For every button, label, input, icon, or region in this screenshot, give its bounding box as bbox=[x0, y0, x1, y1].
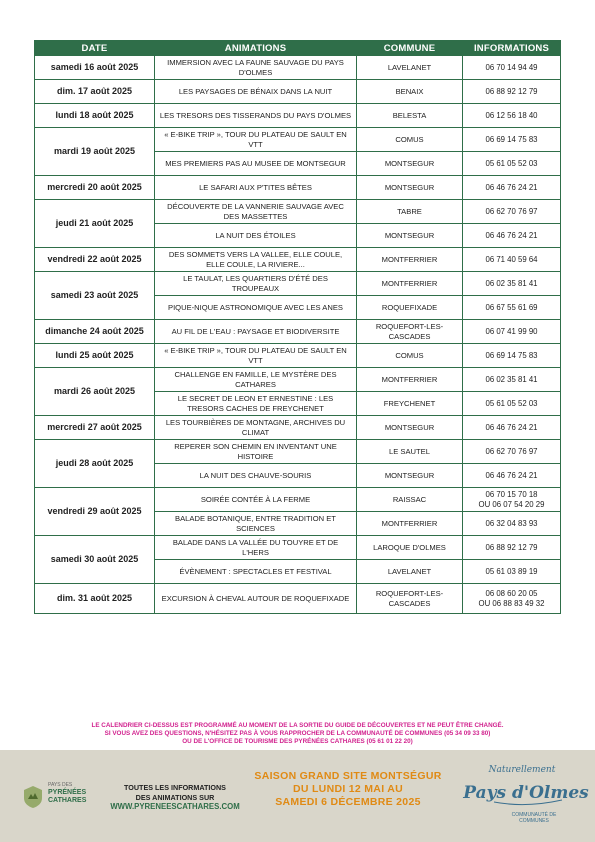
commune-cell: MONTSEGUR bbox=[357, 224, 463, 248]
animation-cell: AU FIL DE L'EAU : PAYSAGE ET BIODIVERSITE bbox=[155, 320, 357, 344]
table-row bbox=[35, 56, 561, 80]
date-cell: lundi 25 août 2025 bbox=[35, 344, 155, 368]
disclaimer bbox=[30, 722, 565, 747]
logo-script-main: Pays d'Olmes bbox=[463, 783, 589, 803]
date-cell: samedi 23 août 2025 bbox=[35, 272, 155, 320]
table-row bbox=[35, 104, 561, 128]
commune-cell: MONTSEGUR bbox=[357, 152, 463, 176]
commune-cell: MONTSEGUR bbox=[357, 416, 463, 440]
footer-info-line-1: TOUTES LES INFORMATIONS bbox=[124, 783, 226, 792]
table-row bbox=[35, 80, 561, 104]
website-link[interactable]: WWW.PYRENEESCATHARES.COM bbox=[110, 802, 240, 811]
logo-sub-2: COMMUNES bbox=[519, 818, 549, 824]
season-line-3: SAMEDI 6 DÉCEMBRE 2025 bbox=[275, 796, 421, 808]
info-cell: 06 46 76 24 21 bbox=[463, 464, 561, 488]
commune-cell: ROQUEFORT-LES-CASCADES bbox=[357, 320, 463, 344]
disclaimer-line: LE CALENDRIER CI-DESSUS EST PROGRAMMÉ AU MOMENT DE LA SORTIE DU GUIDE DE DÉCOUVERTES ET NE PEUT ÊTRE CHANGÉ. bbox=[91, 722, 504, 729]
commune-cell: BELESTA bbox=[357, 104, 463, 128]
commune-cell: TABRE bbox=[357, 200, 463, 224]
pays-d-olmes-logo bbox=[463, 758, 589, 830]
animation-cell: REPERER SON CHEMIN EN INVENTANT UNE HISTOIRE bbox=[155, 440, 357, 464]
commune-cell: MONTFERRIER bbox=[357, 272, 463, 296]
info-cell: 06 02 35 81 41 bbox=[463, 368, 561, 392]
animation-cell: DES SOMMETS VERS LA VALLEE, ELLE COULE, ELLE COULE, LA RIVIERE... bbox=[155, 248, 357, 272]
logo-line-1: PAYS DES bbox=[48, 782, 73, 788]
table-row bbox=[35, 272, 561, 296]
animation-cell: EXCURSION À CHEVAL AUTOUR DE ROQUEFIXADE bbox=[155, 584, 357, 614]
animation-cell: ÉVÈNEMENT : SPECTACLES ET FESTIVAL bbox=[155, 560, 357, 584]
animation-cell: SOIRÉE CONTÉE À LA FERME bbox=[155, 488, 357, 512]
pyrenees-cathares-logo bbox=[22, 781, 102, 815]
info-cell: 06 46 76 24 21 bbox=[463, 176, 561, 200]
date-cell: jeudi 21 août 2025 bbox=[35, 200, 155, 248]
info-cell: 06 70 14 94 49 bbox=[463, 56, 561, 80]
commune-cell: COMUS bbox=[357, 128, 463, 152]
table-row bbox=[35, 368, 561, 392]
info-cell: 06 08 60 20 05 OU 06 88 83 49 32 bbox=[463, 584, 561, 614]
disclaimer-line: OU DE L'OFFICE DE TOURISME DES PYRÉNÉES CATHARES (05 61 01 22 20) bbox=[182, 738, 413, 746]
date-cell: dim. 31 août 2025 bbox=[35, 584, 155, 614]
date-cell: vendredi 22 août 2025 bbox=[35, 248, 155, 272]
commune-cell: LAROQUE D'OLMES bbox=[357, 536, 463, 560]
animation-cell: LES TRESORS DES TISSERANDS DU PAYS D'OLMES bbox=[155, 104, 357, 128]
info-cell: 05 61 05 52 03 bbox=[463, 152, 561, 176]
table-row bbox=[35, 320, 561, 344]
info-cell: 06 46 76 24 21 bbox=[463, 224, 561, 248]
table-row bbox=[35, 200, 561, 224]
table-header-row bbox=[35, 41, 561, 56]
info-cell: 06 88 92 12 79 bbox=[463, 80, 561, 104]
animation-cell: BALADE DANS LA VALLÉE DU TOUYRE ET DE L'HERS bbox=[155, 536, 357, 560]
logo-line-2: PYRÉNÉES bbox=[48, 789, 87, 796]
date-cell: dim. 17 août 2025 bbox=[35, 80, 155, 104]
date-cell: mercredi 20 août 2025 bbox=[35, 176, 155, 200]
table-row bbox=[35, 488, 561, 512]
season-line-1: SAISON GRAND SITE MONTSÉGUR bbox=[254, 770, 442, 782]
info-cell: 06 70 15 70 18 OU 06 07 54 20 29 bbox=[463, 488, 561, 512]
animation-cell: LA NUIT DES CHAUVE-SOURIS bbox=[155, 464, 357, 488]
table-row bbox=[35, 248, 561, 272]
commune-cell: FREYCHENET bbox=[357, 392, 463, 416]
logo-script-top: Naturellement bbox=[488, 765, 556, 775]
season-dates bbox=[248, 770, 448, 809]
table-row bbox=[35, 416, 561, 440]
info-cell: 06 02 35 81 41 bbox=[463, 272, 561, 296]
commune-cell: MONTSEGUR bbox=[357, 176, 463, 200]
info-cell: 06 69 14 75 83 bbox=[463, 128, 561, 152]
footer-info-line-2: DES ANIMATIONS SUR bbox=[135, 792, 215, 802]
animation-cell: IMMERSION AVEC LA FAUNE SAUVAGE DU PAYS D'OLMES bbox=[155, 56, 357, 80]
info-cell: 06 71 40 59 64 bbox=[463, 248, 561, 272]
commune-cell: MONTFERRIER bbox=[357, 512, 463, 536]
cathar-emblem-icon bbox=[22, 785, 44, 809]
logo-sub-1: COMMUNAUTÉ DE bbox=[511, 812, 557, 818]
logo-line-3: CATHARES bbox=[48, 797, 87, 804]
commune-cell: RAISSAC bbox=[357, 488, 463, 512]
info-cell: 06 67 55 61 69 bbox=[463, 296, 561, 320]
animation-cell: LES TOURBIÈRES DE MONTAGNE, ARCHIVES DU CLIMAT bbox=[155, 416, 357, 440]
table-row bbox=[35, 584, 561, 614]
table-row bbox=[35, 128, 561, 152]
date-cell: mercredi 27 août 2025 bbox=[35, 416, 155, 440]
animation-cell: LES PAYSAGES DE BÉNAIX DANS LA NUIT bbox=[155, 80, 357, 104]
commune-cell: ROQUEFORT-LES-CASCADES bbox=[357, 584, 463, 614]
commune-cell: LAVELANET bbox=[357, 560, 463, 584]
info-cell: 06 88 92 12 79 bbox=[463, 536, 561, 560]
commune-cell: LE SAUTEL bbox=[357, 440, 463, 464]
commune-cell: COMUS bbox=[357, 344, 463, 368]
table-body bbox=[35, 56, 561, 614]
commune-cell: MONTSEGUR bbox=[357, 464, 463, 488]
info-cell: 06 12 56 18 40 bbox=[463, 104, 561, 128]
header-date: DATE bbox=[35, 41, 155, 56]
header-informations: INFORMATIONS bbox=[463, 41, 561, 56]
info-cell: 05 61 05 52 03 bbox=[463, 392, 561, 416]
info-cell: 06 46 76 24 21 bbox=[463, 416, 561, 440]
animation-cell: CHALLENGE EN FAMILLE, LE MYSTÈRE DES CATHARES bbox=[155, 368, 357, 392]
date-cell: samedi 30 août 2025 bbox=[35, 536, 155, 584]
animation-cell: DÉCOUVERTE DE LA VANNERIE SAUVAGE AVEC DES MASSETTES bbox=[155, 200, 357, 224]
info-cell: 06 32 04 83 93 bbox=[463, 512, 561, 536]
date-cell: vendredi 29 août 2025 bbox=[35, 488, 155, 536]
date-cell: lundi 18 août 2025 bbox=[35, 104, 155, 128]
events-table bbox=[34, 40, 561, 614]
table-row bbox=[35, 176, 561, 200]
commune-cell: BENAIX bbox=[357, 80, 463, 104]
animation-cell: « E-BIKE TRIP », TOUR DU PLATEAU DE SAULT EN VTT bbox=[155, 344, 357, 368]
season-line-2: DU LUNDI 12 MAI AU bbox=[292, 783, 403, 795]
info-cell: 06 62 70 76 97 bbox=[463, 200, 561, 224]
commune-cell: ROQUEFIXADE bbox=[357, 296, 463, 320]
animation-cell: LE TAULAT, LES QUARTIERS D'ÉTÉ DES TROUPEAUX bbox=[155, 272, 357, 296]
animation-cell: BALADE BOTANIQUE, ENTRE TRADITION ET SCIENCES bbox=[155, 512, 357, 536]
table-row bbox=[35, 440, 561, 464]
animation-cell: PIQUE-NIQUE ASTRONOMIQUE AVEC LES ANES bbox=[155, 296, 357, 320]
date-cell: jeudi 28 août 2025 bbox=[35, 440, 155, 488]
commune-cell: MONTFERRIER bbox=[357, 248, 463, 272]
table-row bbox=[35, 344, 561, 368]
animation-cell: MES PREMIERS PAS AU MUSEE DE MONTSEGUR bbox=[155, 152, 357, 176]
info-cell: 05 61 03 89 19 bbox=[463, 560, 561, 584]
date-cell: dimanche 24 août 2025 bbox=[35, 320, 155, 344]
disclaimer-line: SI VOUS AVEZ DES QUESTIONS, N'HÉSITEZ PAS À VOUS RAPPROCHER DE LA COMMUNAUTÉ DE COMMUNES (05 34 09 33 80) bbox=[104, 730, 491, 738]
info-cell: 06 69 14 75 83 bbox=[463, 344, 561, 368]
footer-info bbox=[100, 783, 250, 812]
animation-cell: LE SECRET DE LEON ET ERNESTINE : LES TRESORS CACHES DE FREYCHENET bbox=[155, 392, 357, 416]
animation-cell: LA NUIT DES ÉTOILES bbox=[155, 224, 357, 248]
info-cell: 06 62 70 76 97 bbox=[463, 440, 561, 464]
date-cell: samedi 16 août 2025 bbox=[35, 56, 155, 80]
info-cell: 06 07 41 99 90 bbox=[463, 320, 561, 344]
date-cell: mardi 19 août 2025 bbox=[35, 128, 155, 176]
footer-banner bbox=[0, 750, 595, 842]
commune-cell: LAVELANET bbox=[357, 56, 463, 80]
header-commune: COMMUNE bbox=[357, 41, 463, 56]
commune-cell: MONTFERRIER bbox=[357, 368, 463, 392]
date-cell: mardi 26 août 2025 bbox=[35, 368, 155, 416]
animation-cell: « E-BIKE TRIP », TOUR DU PLATEAU DE SAULT EN VTT bbox=[155, 128, 357, 152]
table-row bbox=[35, 536, 561, 560]
header-animations: ANIMATIONS bbox=[155, 41, 357, 56]
animation-cell: LE SAFARI AUX P'TITES BÊTES bbox=[155, 176, 357, 200]
